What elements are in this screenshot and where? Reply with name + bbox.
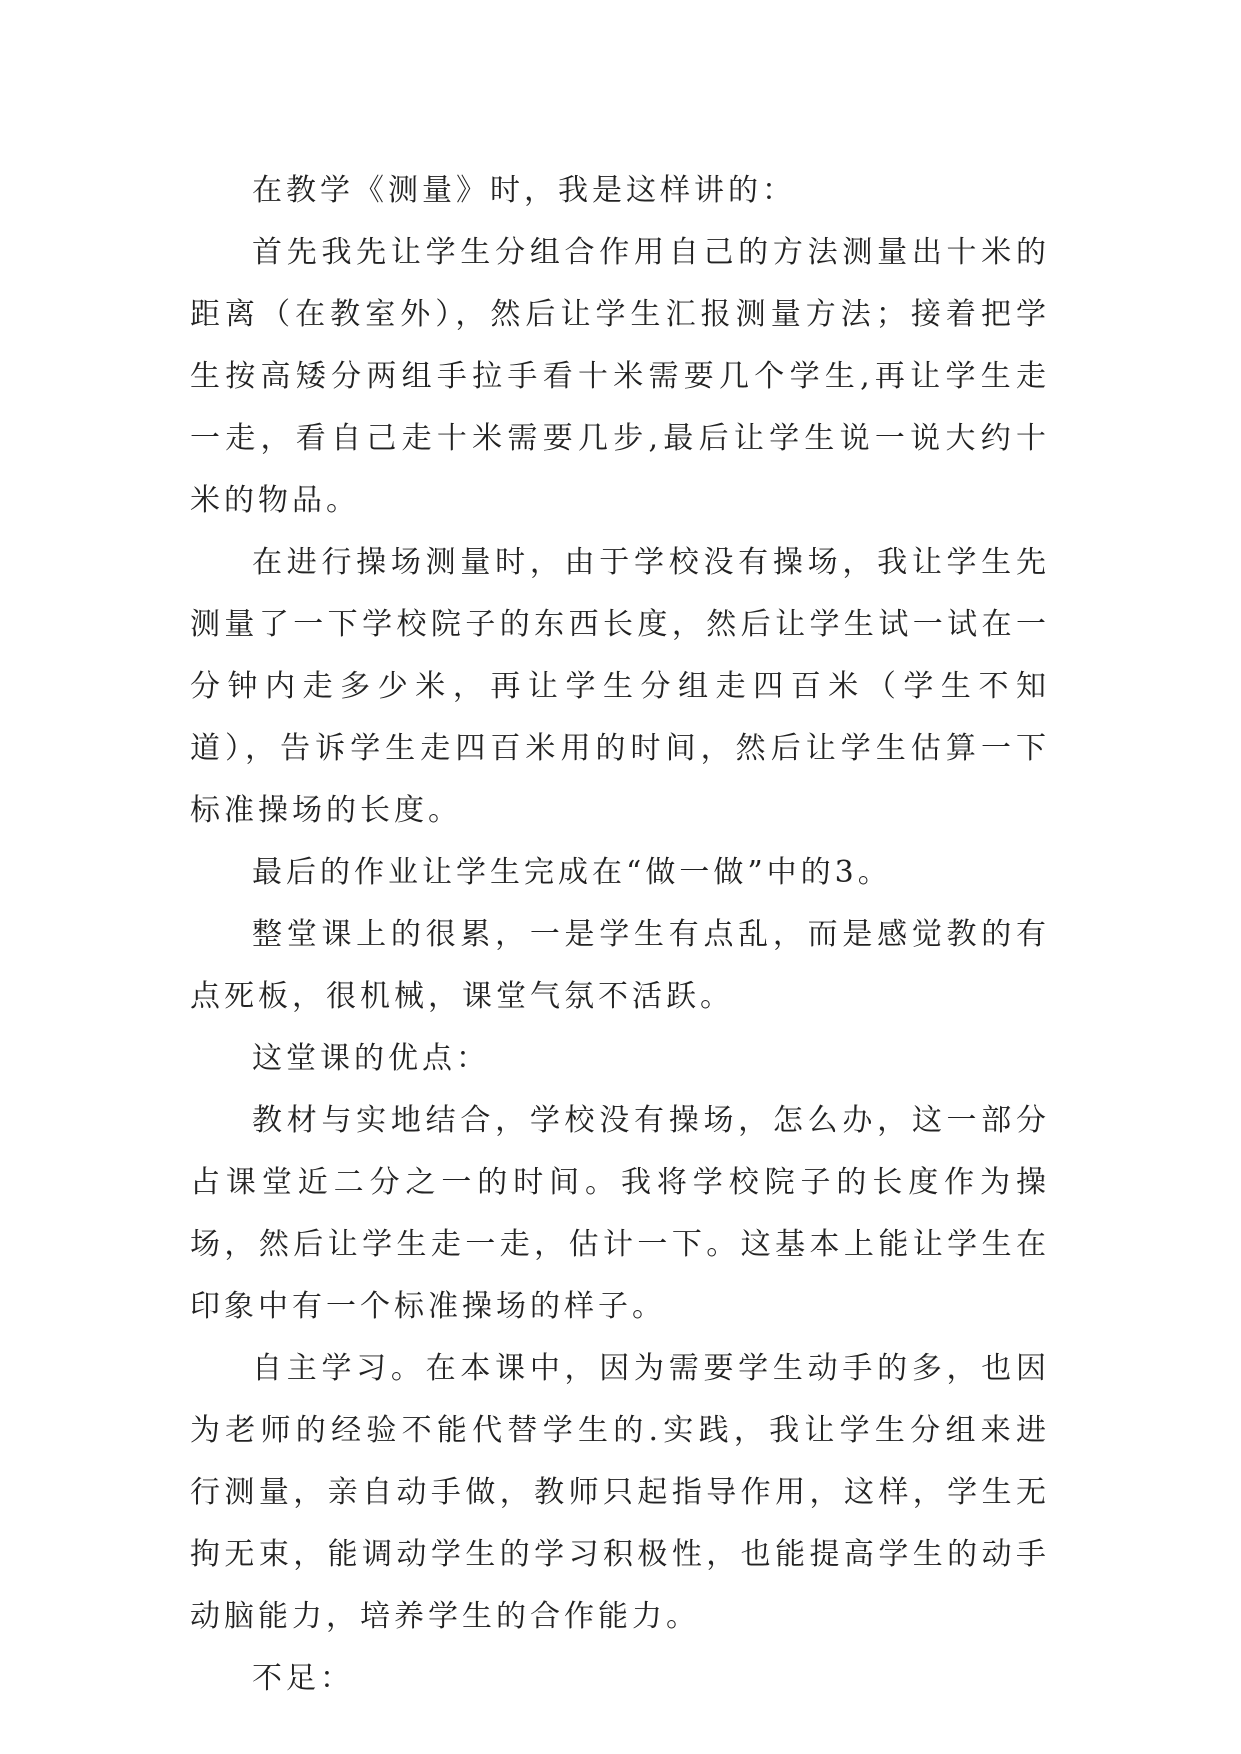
paragraph-strengths-heading: 这堂课的优点： [252, 1041, 490, 1076]
paragraph-strength-field-practice: 教材与实地结合，学校没有操场，怎么办，这一部分占课堂近二分之一的时间。我将学校院子的长度作为操场，然后让学生走一走，估计一下。这基本上能让学生在印象中有一个标准操场的样子。 [190, 1103, 1050, 1324]
paragraph-intro: 在教学《测量》时，我是这样讲的： [252, 173, 796, 208]
paragraph-reflection: 整堂课上的很累，一是学生有点乱，而是感觉教的有点死板，很机械，课堂气氛不活跃。 [190, 917, 1050, 1014]
document-body [190, 160, 1050, 1710]
paragraph-procedure: 首先我先让学生分组合作用自己的方法测量出十米的距离（在教室外），然后让学生汇报测量方法；接着把学生按高矮分两组手拉手看十米需要几个学生,再让学生走一走，看自己走十米需要几步,最后让学生说一说大约十米的物品。 [190, 235, 1050, 518]
paragraph-strength-self-study: 自主学习。在本课中，因为需要学生动手的多，也因为老师的经验不能代替学生的.实践，我让学生分组来进行测量，亲自动手做，教师只起指导作用，这样，学生无拘无束，能调动学生的学习积极性，也能提高学生的动手动脑能力，培养学生的合作能力。 [190, 1351, 1050, 1634]
paragraph-homework: 最后的作业让学生完成在“做一做”中的3。 [252, 855, 892, 890]
paragraph-playground-measure: 在进行操场测量时，由于学校没有操场，我让学生先测量了一下学校院子的东西长度，然后让学生试一试在一分钟内走多少米，再让学生分组走四百米（学生不知道），告诉学生走四百米用的时间，然后让学生估算一下标准操场的长度。 [190, 545, 1050, 828]
paragraph-weaknesses-heading: 不足： [252, 1661, 354, 1696]
